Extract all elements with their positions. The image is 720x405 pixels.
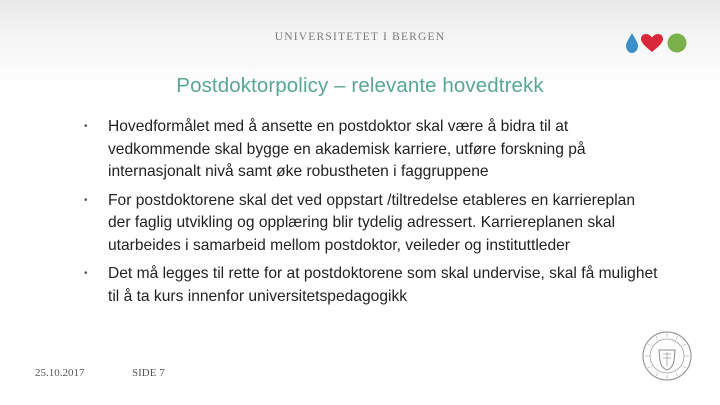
bullet-item: [80, 116, 660, 184]
footer-page-number: SIDE 7: [132, 367, 165, 379]
bullet-marker: •: [84, 194, 88, 206]
institution-header: UNIVERSITETET I BERGEN: [274, 31, 446, 43]
bullet-item: [80, 190, 660, 258]
footer-date: 25.10.2017: [35, 367, 85, 379]
green-circle-icon: [668, 34, 687, 53]
bullet-text: Hovedformålet med å ansette en postdoktor skal være å bidra til at vedkommende skal bygge en akademisk karriere, utføre forskning på internasjonalt nivå samt øke robustheten i faggruppene: [108, 118, 586, 180]
bullet-marker: •: [84, 121, 88, 132]
water-drop-icon: [626, 33, 638, 53]
logo-shapes: [626, 32, 688, 54]
bullet-text: Det må legges til rette for at postdoktorene som skal undervise, skal få mulighet til å ta kurs innenfor universitetspedagogikk: [108, 265, 658, 305]
university-seal-icon: [641, 330, 693, 382]
slide-title: Postdoktorpolicy – relevante hovedtrekk: [176, 74, 544, 97]
heart-icon: [641, 34, 663, 52]
bullet-text: For postdoktorene skal det ved oppstart /tiltredelse etableres en karriereplan der faglig utvikling og opplæring blir tydelig adressert. Karriereplanen skal utarbeides i samarbeid mellom postdoktor, veileder og instituttleder: [108, 191, 636, 254]
bullet-marker: •: [84, 268, 88, 279]
bullet-list: [80, 116, 660, 314]
bullet-item: [80, 263, 660, 308]
